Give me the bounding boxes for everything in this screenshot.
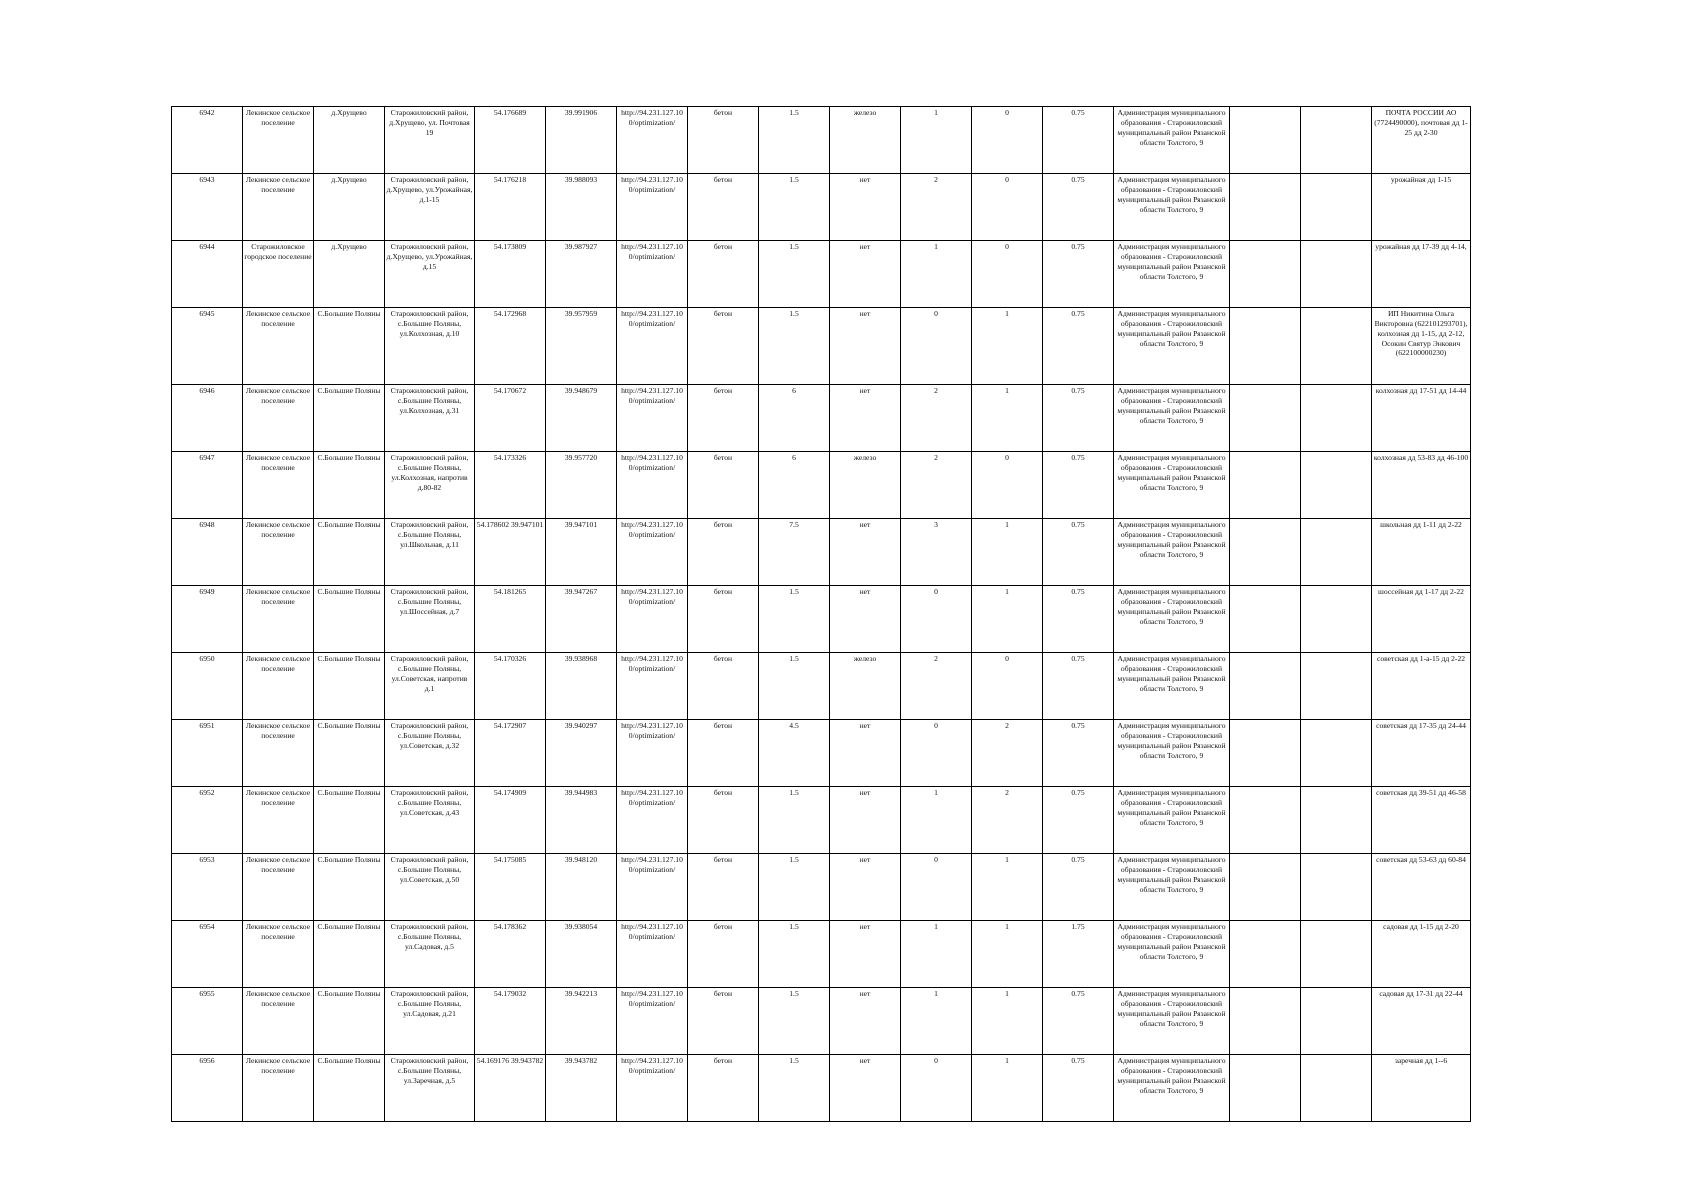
cell-owner: Администрация муниципального образования - Старожиловский муниципальный район Рязанской области Толстого, 9: [1114, 385, 1230, 452]
cell-e2: [1301, 519, 1372, 586]
cell-e1: [1230, 241, 1301, 308]
cell-address: Старожиловский район, с.Большие Поляны, ул.Колхозная, д.10: [385, 308, 475, 385]
cell-owner: Администрация муниципального образования - Старожиловский муниципальный район Рязанской области Толстого, 9: [1114, 720, 1230, 787]
cell-area: 1.5: [759, 107, 830, 174]
cell-sources: советская дд 1-а-15 дд 2-22: [1372, 653, 1471, 720]
cell-settlement: Лекинское сельское поселение: [243, 720, 314, 787]
table-row: [172, 921, 1471, 988]
cell-url: http://94.231.127.10 0/optimization/: [617, 586, 688, 653]
cell-url: http://94.231.127.10 0/optimization/: [617, 308, 688, 385]
cell-e1: [1230, 385, 1301, 452]
cell-area: 4.5: [759, 720, 830, 787]
cell-e2: [1301, 174, 1372, 241]
cell-lon: 39.947267: [546, 586, 617, 653]
cell-surface: бетон: [688, 107, 759, 174]
cell-e1: [1230, 308, 1301, 385]
cell-c1: 0: [901, 586, 972, 653]
cell-lat: 54.173326: [475, 452, 546, 519]
registry-table: [171, 106, 1471, 1122]
cell-surface: бетон: [688, 787, 759, 854]
cell-id: 6942: [172, 107, 243, 174]
cell-lon: 39.957720: [546, 452, 617, 519]
cell-e1: [1230, 174, 1301, 241]
cell-settlement: Лекинское сельское поселение: [243, 921, 314, 988]
cell-vol: 0.75: [1043, 174, 1114, 241]
cell-owner: Администрация муниципального образования - Старожиловский муниципальный район Рязанской области Толстого, 9: [1114, 174, 1230, 241]
cell-address: Старожиловский район, с.Большие Поляны, ул.Шоссейная, д.7: [385, 586, 475, 653]
cell-url: http://94.231.127.10 0/optimization/: [617, 653, 688, 720]
cell-settlement: Лекинское сельское поселение: [243, 586, 314, 653]
cell-locality: С.Большие Поляны: [314, 452, 385, 519]
cell-url: http://94.231.127.10 0/optimization/: [617, 452, 688, 519]
table-row: [172, 787, 1471, 854]
cell-surface: бетон: [688, 988, 759, 1055]
cell-lon: 39.991906: [546, 107, 617, 174]
cell-settlement: Лекинское сельское поселение: [243, 107, 314, 174]
cell-url: http://94.231.127.10 0/optimization/: [617, 720, 688, 787]
cell-lon: 39.948679: [546, 385, 617, 452]
cell-lon: 39.987927: [546, 241, 617, 308]
cell-address: Старожиловский район, д.Хрущево, ул. Почтовая 19: [385, 107, 475, 174]
cell-sources: советская дд 17-35 дд 24-44: [1372, 720, 1471, 787]
cell-settlement: Лекинское сельское поселение: [243, 787, 314, 854]
cell-e1: [1230, 519, 1301, 586]
cell-vol: 1.75: [1043, 921, 1114, 988]
cell-locality: С.Большие Поляны: [314, 1055, 385, 1122]
cell-locality: С.Большие Поляны: [314, 586, 385, 653]
cell-c1: 2: [901, 452, 972, 519]
cell-sources: колхозная дд 53-83 дд 46-100: [1372, 452, 1471, 519]
cell-e2: [1301, 988, 1372, 1055]
table-row: [172, 452, 1471, 519]
cell-lat: 54.172907: [475, 720, 546, 787]
cell-lat: 54.170672: [475, 385, 546, 452]
cell-id: 6944: [172, 241, 243, 308]
cell-owner: Администрация муниципального образования - Старожиловский муниципальный район Рязанской области Толстого, 9: [1114, 921, 1230, 988]
cell-url: http://94.231.127.10 0/optimization/: [617, 241, 688, 308]
cell-surface: бетон: [688, 385, 759, 452]
cell-sources: школьная дд 1-11 дд 2-22: [1372, 519, 1471, 586]
cell-settlement: Лекинское сельское поселение: [243, 174, 314, 241]
cell-settlement: Старожиловское городское поселение: [243, 241, 314, 308]
table-row: [172, 720, 1471, 787]
cell-c2: 1: [972, 385, 1043, 452]
cell-fence: нет: [830, 519, 901, 586]
cell-owner: Администрация муниципального образования - Старожиловский муниципальный район Рязанской области Толстого, 9: [1114, 107, 1230, 174]
cell-address: Старожиловский район, с.Большие Поляны, ул.Садовая, д.5: [385, 921, 475, 988]
cell-e1: [1230, 452, 1301, 519]
cell-url: http://94.231.127.10 0/optimization/: [617, 519, 688, 586]
table-row: [172, 586, 1471, 653]
cell-sources: садовая дд 1-15 дд 2-20: [1372, 921, 1471, 988]
cell-settlement: Лекинское сельское поселение: [243, 653, 314, 720]
cell-owner: Администрация муниципального образования - Старожиловский муниципальный район Рязанской области Толстого, 9: [1114, 854, 1230, 921]
cell-id: 6954: [172, 921, 243, 988]
cell-area: 6: [759, 385, 830, 452]
cell-e1: [1230, 720, 1301, 787]
cell-id: 6945: [172, 308, 243, 385]
cell-c2: 1: [972, 988, 1043, 1055]
cell-sources: колхозная дд 17-51 дд 14-44: [1372, 385, 1471, 452]
cell-vol: 0.75: [1043, 452, 1114, 519]
cell-surface: бетон: [688, 174, 759, 241]
cell-owner: Администрация муниципального образования - Старожиловский муниципальный район Рязанской области Толстого, 9: [1114, 653, 1230, 720]
cell-fence: железо: [830, 653, 901, 720]
cell-sources: урожайная дд 17-39 дд 4-14,: [1372, 241, 1471, 308]
cell-url: http://94.231.127.10 0/optimization/: [617, 174, 688, 241]
table-row: [172, 1055, 1471, 1122]
cell-lon: 39.947101: [546, 519, 617, 586]
cell-url: http://94.231.127.10 0/optimization/: [617, 988, 688, 1055]
cell-lon: 39.942213: [546, 988, 617, 1055]
cell-settlement: Лекинское сельское поселение: [243, 452, 314, 519]
cell-id: 6946: [172, 385, 243, 452]
cell-address: Старожиловский район, с.Большие Поляны, ул.Садовая, д.21: [385, 988, 475, 1055]
cell-sources: ПОЧТА РОССИИ АО (7724490000), почтовая дд 1-25 дд 2-30: [1372, 107, 1471, 174]
cell-c2: 1: [972, 308, 1043, 385]
cell-url: http://94.231.127.10 0/optimization/: [617, 787, 688, 854]
cell-vol: 0.75: [1043, 787, 1114, 854]
cell-address: Старожиловский район, с.Большие Поляны, ул.Школьная, д.11: [385, 519, 475, 586]
cell-locality: С.Большие Поляны: [314, 519, 385, 586]
cell-lon: 39.988093: [546, 174, 617, 241]
cell-lat: 54.181265: [475, 586, 546, 653]
cell-owner: Администрация муниципального образования - Старожиловский муниципальный район Рязанской области Толстого, 9: [1114, 308, 1230, 385]
cell-c2: 0: [972, 452, 1043, 519]
cell-surface: бетон: [688, 241, 759, 308]
cell-c2: 1: [972, 1055, 1043, 1122]
cell-c2: 1: [972, 921, 1043, 988]
cell-fence: нет: [830, 174, 901, 241]
cell-fence: нет: [830, 720, 901, 787]
cell-sources: советская дд 39-51 дд 46-58: [1372, 787, 1471, 854]
cell-lat: 54.178602 39.947101: [475, 519, 546, 586]
cell-id: 6943: [172, 174, 243, 241]
cell-owner: Администрация муниципального образования - Старожиловский муниципальный район Рязанской области Толстого, 9: [1114, 787, 1230, 854]
cell-area: 7.5: [759, 519, 830, 586]
cell-fence: нет: [830, 854, 901, 921]
cell-lat: 54.169176 39.943782: [475, 1055, 546, 1122]
table-row: [172, 241, 1471, 308]
cell-locality: д.Хрущево: [314, 174, 385, 241]
cell-vol: 0.75: [1043, 519, 1114, 586]
cell-owner: Администрация муниципального образования - Старожиловский муниципальный район Рязанской области Толстого, 9: [1114, 241, 1230, 308]
cell-url: http://94.231.127.10 0/optimization/: [617, 385, 688, 452]
cell-locality: С.Большие Поляны: [314, 653, 385, 720]
cell-settlement: Лекинское сельское поселение: [243, 308, 314, 385]
cell-vol: 0.75: [1043, 854, 1114, 921]
cell-area: 6: [759, 452, 830, 519]
cell-address: Старожиловский район, с.Большие Поляны, ул.Колхозная, напротив д.80-82: [385, 452, 475, 519]
cell-c2: 1: [972, 519, 1043, 586]
cell-area: 1.5: [759, 308, 830, 385]
cell-c1: 1: [901, 988, 972, 1055]
cell-c2: 0: [972, 653, 1043, 720]
cell-lat: 54.170326: [475, 653, 546, 720]
cell-e2: [1301, 921, 1372, 988]
cell-owner: Администрация муниципального образования - Старожиловский муниципальный район Рязанской области Толстого, 9: [1114, 452, 1230, 519]
cell-e1: [1230, 921, 1301, 988]
cell-id: 6953: [172, 854, 243, 921]
cell-fence: железо: [830, 107, 901, 174]
cell-lon: 39.938968: [546, 653, 617, 720]
cell-lat: 54.173809: [475, 241, 546, 308]
table-row: [172, 519, 1471, 586]
cell-c1: 2: [901, 174, 972, 241]
cell-area: 1.5: [759, 653, 830, 720]
table-row: [172, 174, 1471, 241]
cell-fence: нет: [830, 921, 901, 988]
cell-area: 1.5: [759, 787, 830, 854]
cell-vol: 0.75: [1043, 586, 1114, 653]
cell-owner: Администрация муниципального образования - Старожиловский муниципальный район Рязанской области Толстого, 9: [1114, 519, 1230, 586]
cell-e2: [1301, 308, 1372, 385]
cell-address: Старожиловский район, с.Большие Поляны, ул.Советская, д.50: [385, 854, 475, 921]
cell-locality: С.Большие Поляны: [314, 308, 385, 385]
cell-c2: 1: [972, 586, 1043, 653]
cell-sources: садовая дд 17-31 дд 22-44: [1372, 988, 1471, 1055]
cell-id: 6949: [172, 586, 243, 653]
cell-url: http://94.231.127.10 0/optimization/: [617, 921, 688, 988]
table-row: [172, 988, 1471, 1055]
cell-locality: С.Большие Поляны: [314, 720, 385, 787]
cell-lat: 54.176689: [475, 107, 546, 174]
cell-surface: бетон: [688, 720, 759, 787]
cell-area: 1.5: [759, 1055, 830, 1122]
cell-c1: 1: [901, 107, 972, 174]
cell-sources: советская дд 53-63 дд 60-84: [1372, 854, 1471, 921]
cell-lon: 39.957959: [546, 308, 617, 385]
cell-area: 1.5: [759, 586, 830, 653]
cell-c1: 0: [901, 720, 972, 787]
cell-fence: нет: [830, 1055, 901, 1122]
cell-area: 1.5: [759, 174, 830, 241]
cell-e2: [1301, 720, 1372, 787]
cell-lat: 54.176218: [475, 174, 546, 241]
cell-address: Старожиловский район, с.Большие Поляны, ул.Советская, напротив д.1: [385, 653, 475, 720]
cell-url: http://94.231.127.10 0/optimization/: [617, 1055, 688, 1122]
cell-c1: 2: [901, 653, 972, 720]
cell-locality: д.Хрущево: [314, 107, 385, 174]
cell-locality: д.Хрущево: [314, 241, 385, 308]
cell-e2: [1301, 854, 1372, 921]
cell-e1: [1230, 107, 1301, 174]
cell-vol: 0.75: [1043, 1055, 1114, 1122]
cell-c1: 0: [901, 854, 972, 921]
cell-area: 1.5: [759, 921, 830, 988]
cell-locality: С.Большие Поляны: [314, 854, 385, 921]
cell-e1: [1230, 854, 1301, 921]
cell-vol: 0.75: [1043, 107, 1114, 174]
cell-settlement: Лекинское сельское поселение: [243, 1055, 314, 1122]
cell-sources: урожайная дд 1-15: [1372, 174, 1471, 241]
cell-e2: [1301, 241, 1372, 308]
cell-lon: 39.940297: [546, 720, 617, 787]
cell-c1: 0: [901, 308, 972, 385]
cell-address: Старожиловский район, с.Большие Поляны, ул.Советская, д.43: [385, 787, 475, 854]
cell-e2: [1301, 653, 1372, 720]
cell-surface: бетон: [688, 586, 759, 653]
cell-fence: железо: [830, 452, 901, 519]
cell-id: 6950: [172, 653, 243, 720]
cell-id: 6948: [172, 519, 243, 586]
cell-area: 1.5: [759, 241, 830, 308]
cell-settlement: Лекинское сельское поселение: [243, 988, 314, 1055]
cell-vol: 0.75: [1043, 720, 1114, 787]
cell-e1: [1230, 653, 1301, 720]
cell-fence: нет: [830, 787, 901, 854]
cell-vol: 0.75: [1043, 241, 1114, 308]
cell-c1: 1: [901, 241, 972, 308]
cell-settlement: Лекинское сельское поселение: [243, 854, 314, 921]
table-row: [172, 653, 1471, 720]
cell-address: Старожиловский район, с.Большие Поляны, ул.Советская, д.32: [385, 720, 475, 787]
cell-e2: [1301, 452, 1372, 519]
cell-lat: 54.174909: [475, 787, 546, 854]
cell-e2: [1301, 385, 1372, 452]
table-row: [172, 854, 1471, 921]
cell-vol: 0.75: [1043, 308, 1114, 385]
cell-fence: нет: [830, 385, 901, 452]
cell-e2: [1301, 1055, 1372, 1122]
cell-e2: [1301, 107, 1372, 174]
cell-area: 1.5: [759, 988, 830, 1055]
cell-e1: [1230, 1055, 1301, 1122]
cell-id: 6951: [172, 720, 243, 787]
cell-lat: 54.179032: [475, 988, 546, 1055]
cell-fence: нет: [830, 241, 901, 308]
cell-surface: бетон: [688, 1055, 759, 1122]
cell-fence: нет: [830, 308, 901, 385]
cell-lon: 39.944983: [546, 787, 617, 854]
cell-id: 6956: [172, 1055, 243, 1122]
cell-vol: 0.75: [1043, 988, 1114, 1055]
table-row: [172, 385, 1471, 452]
cell-address: Старожиловский район, д.Хрущево, ул.Урожайная, д.1-15: [385, 174, 475, 241]
cell-c1: 0: [901, 1055, 972, 1122]
cell-surface: бетон: [688, 854, 759, 921]
cell-c1: 3: [901, 519, 972, 586]
cell-c1: 2: [901, 385, 972, 452]
cell-vol: 0.75: [1043, 385, 1114, 452]
cell-e1: [1230, 787, 1301, 854]
cell-sources: заречная дд 1--6: [1372, 1055, 1471, 1122]
cell-sources: шоссейная дд 1-17 дд 2-22: [1372, 586, 1471, 653]
cell-c2: 0: [972, 107, 1043, 174]
cell-c2: 2: [972, 787, 1043, 854]
cell-id: 6955: [172, 988, 243, 1055]
cell-id: 6952: [172, 787, 243, 854]
cell-c2: 1: [972, 854, 1043, 921]
cell-c2: 2: [972, 720, 1043, 787]
cell-e1: [1230, 586, 1301, 653]
cell-e2: [1301, 586, 1372, 653]
cell-c2: 0: [972, 241, 1043, 308]
cell-surface: бетон: [688, 519, 759, 586]
cell-sources: ИП Никитина Ольга Викторовна (622101293701), колхозная дд 1-15, дд 2-12, Осокин Святур Энкович (622100000230): [1372, 308, 1471, 385]
cell-locality: С.Большие Поляны: [314, 787, 385, 854]
cell-e1: [1230, 988, 1301, 1055]
cell-address: Старожиловский район, д.Хрущево, ул.Урожайная, д.15: [385, 241, 475, 308]
cell-lon: 39.948120: [546, 854, 617, 921]
cell-fence: нет: [830, 988, 901, 1055]
table-row: [172, 308, 1471, 385]
cell-fence: нет: [830, 586, 901, 653]
cell-lon: 39.943782: [546, 1055, 617, 1122]
cell-surface: бетон: [688, 653, 759, 720]
cell-lon: 39.938054: [546, 921, 617, 988]
cell-locality: С.Большие Поляны: [314, 385, 385, 452]
cell-owner: Администрация муниципального образования - Старожиловский муниципальный район Рязанской области Толстого, 9: [1114, 1055, 1230, 1122]
cell-id: 6947: [172, 452, 243, 519]
cell-lat: 54.175085: [475, 854, 546, 921]
cell-owner: Администрация муниципального образования - Старожиловский муниципальный район Рязанской области Толстого, 9: [1114, 988, 1230, 1055]
cell-c1: 1: [901, 921, 972, 988]
cell-address: Старожиловский район, с.Большие Поляны, ул.Колхозная, д.31: [385, 385, 475, 452]
cell-url: http://94.231.127.10 0/optimization/: [617, 854, 688, 921]
cell-vol: 0.75: [1043, 653, 1114, 720]
table-row: [172, 107, 1471, 174]
table-body: [172, 107, 1471, 1122]
cell-surface: бетон: [688, 308, 759, 385]
cell-address: Старожиловский район, с.Большие Поляны, ул.Заречная, д.5: [385, 1055, 475, 1122]
cell-area: 1.5: [759, 854, 830, 921]
cell-c2: 0: [972, 174, 1043, 241]
cell-surface: бетон: [688, 921, 759, 988]
cell-c1: 1: [901, 787, 972, 854]
cell-settlement: Лекинское сельское поселение: [243, 519, 314, 586]
cell-surface: бетон: [688, 452, 759, 519]
cell-locality: С.Большие Поляны: [314, 921, 385, 988]
cell-owner: Администрация муниципального образования - Старожиловский муниципальный район Рязанской области Толстого, 9: [1114, 586, 1230, 653]
cell-locality: С.Большие Поляны: [314, 988, 385, 1055]
cell-url: http://94.231.127.10 0/optimization/: [617, 107, 688, 174]
cell-settlement: Лекинское сельское поселение: [243, 385, 314, 452]
cell-lat: 54.172968: [475, 308, 546, 385]
cell-lat: 54.178362: [475, 921, 546, 988]
cell-e2: [1301, 787, 1372, 854]
